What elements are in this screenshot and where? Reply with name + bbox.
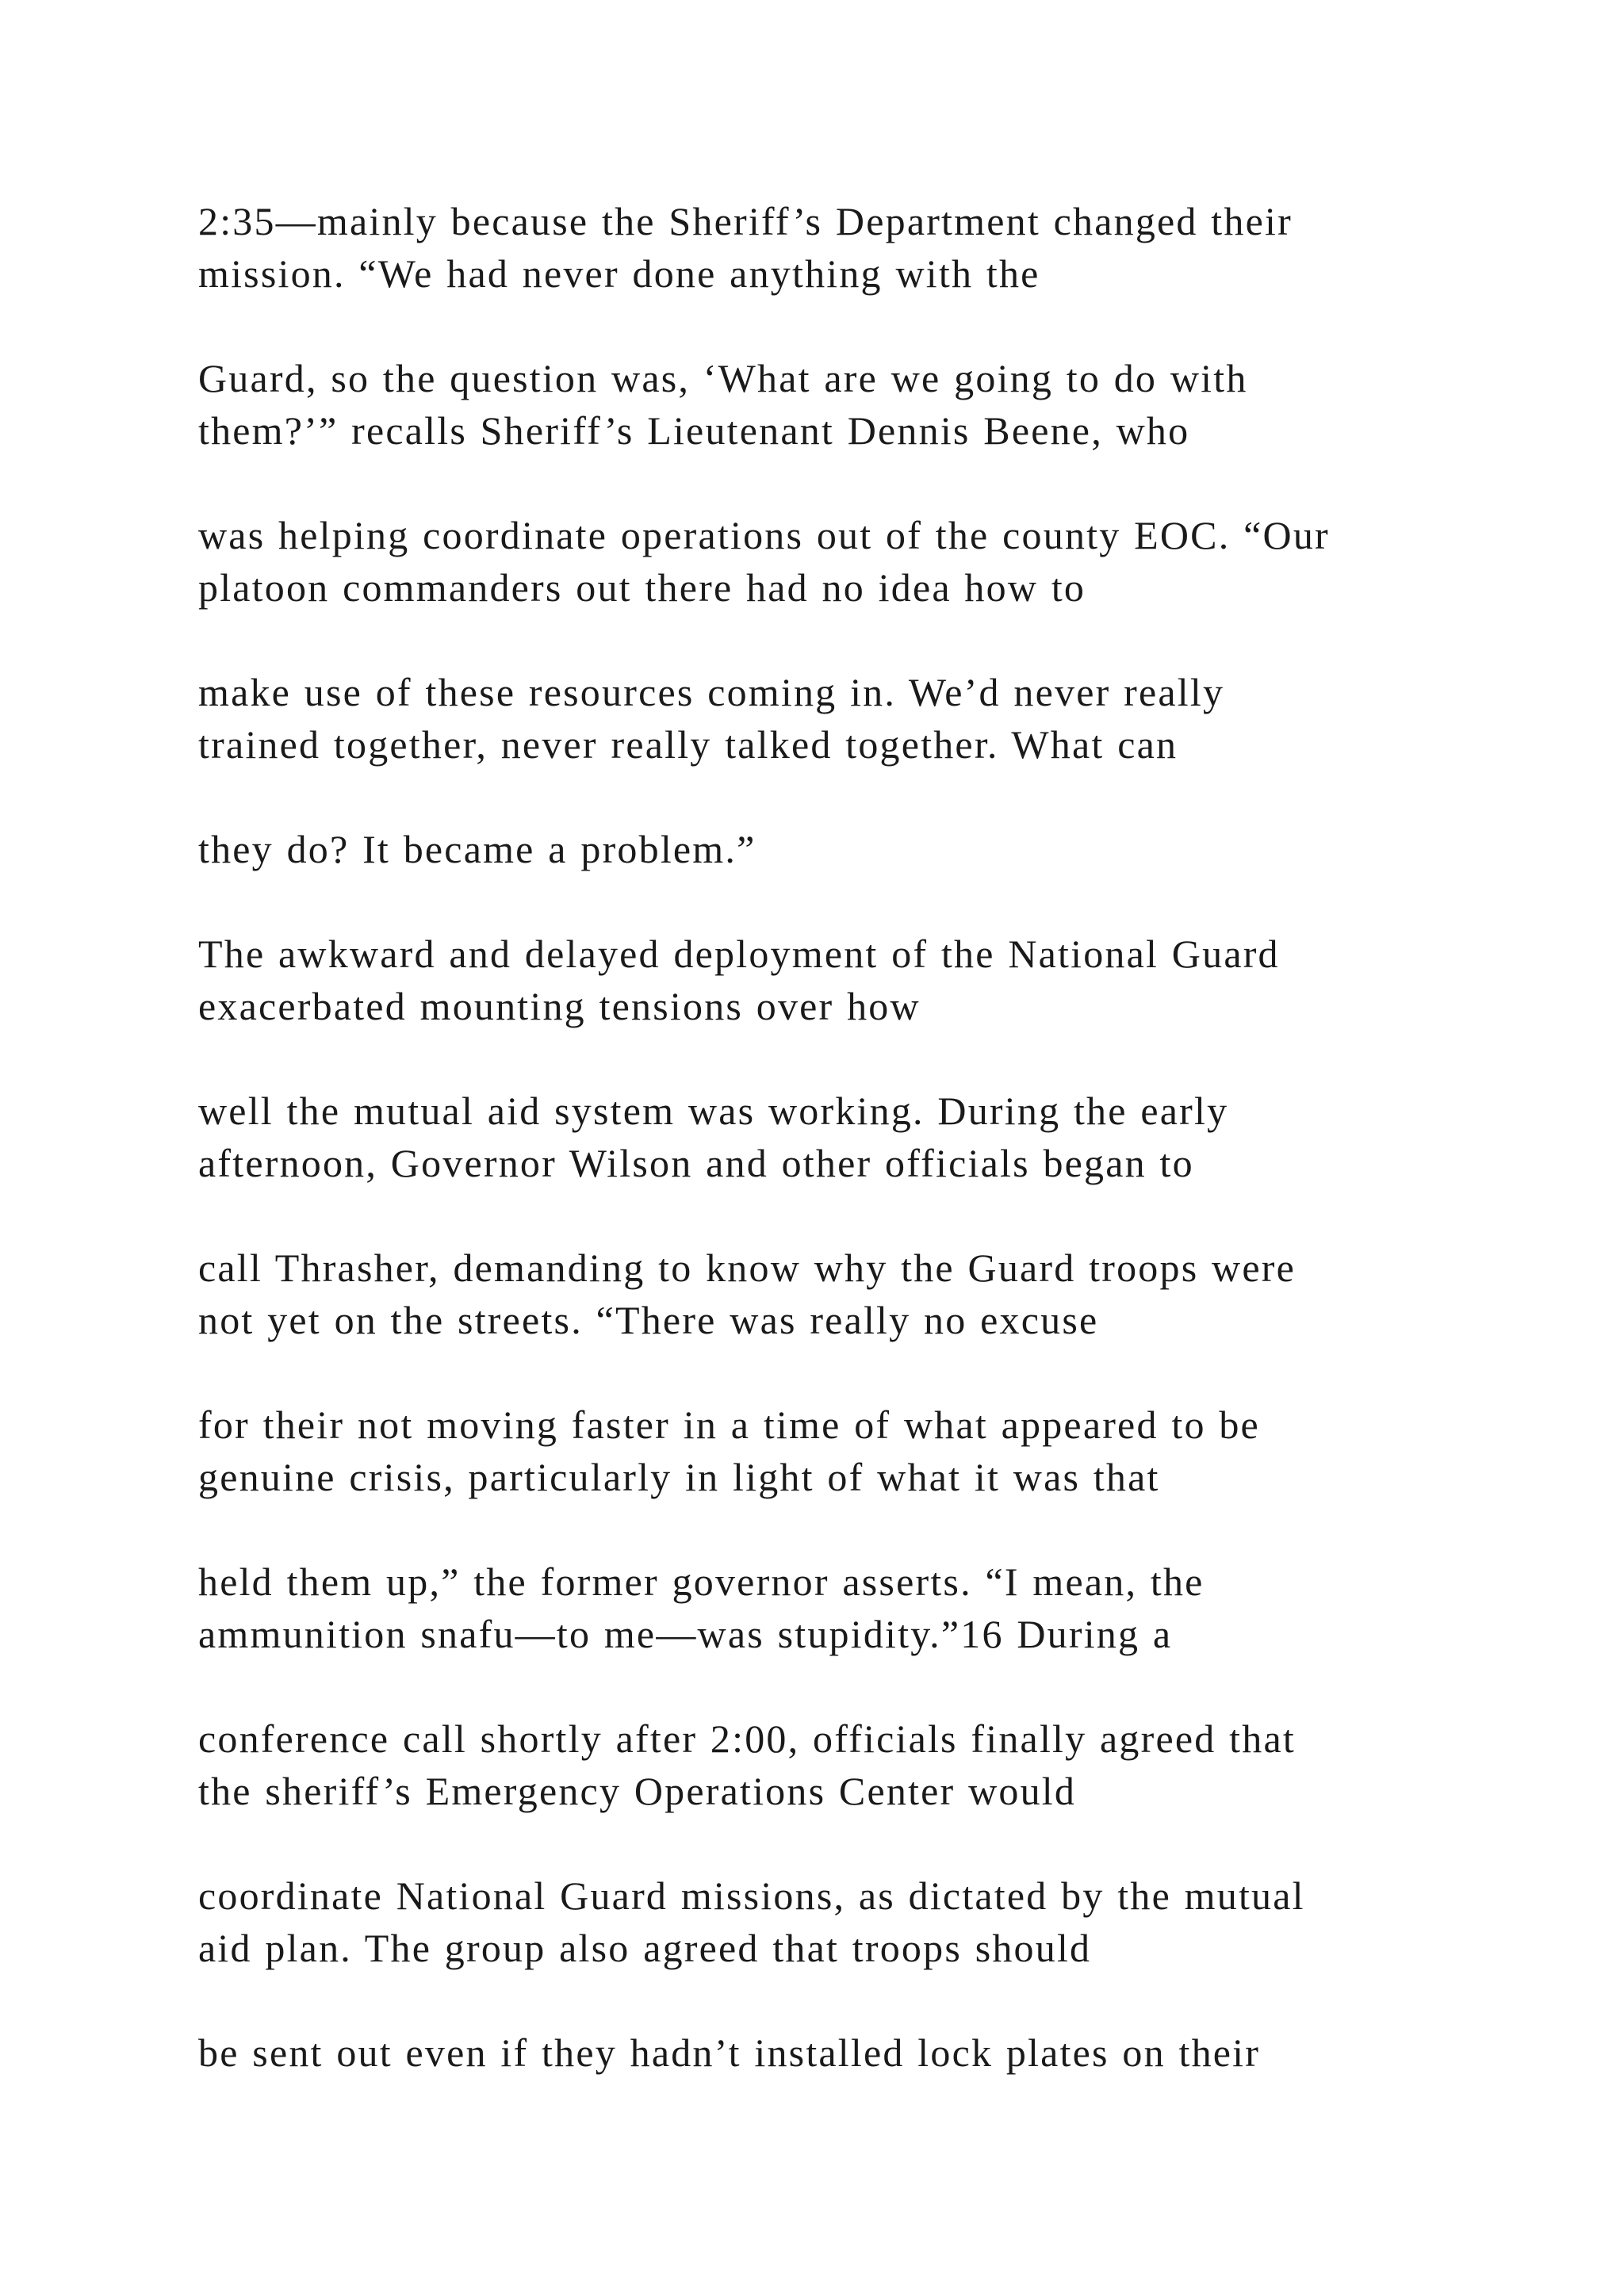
- paragraph: [198, 1085, 1594, 1189]
- text-line: afternoon, Governor Wilson and other officials began to: [198, 1141, 1194, 1185]
- text-line: not yet on the streets. “There was really no excuse: [198, 1298, 1099, 1342]
- text-line: the sheriff’s Emergency Operations Center would: [198, 1769, 1077, 1813]
- text-line: The awkward and delayed deployment of the National Guard: [198, 932, 1280, 976]
- paragraph: [198, 1869, 1594, 1974]
- paragraph: [198, 509, 1594, 614]
- text-line: conference call shortly after 2:00, officials finally agreed that: [198, 1716, 1296, 1761]
- text-line: coordinate National Guard missions, as dictated by the mutual: [198, 1873, 1305, 1918]
- text-line: genuine crisis, particularly in light of what it was that: [198, 1455, 1160, 1499]
- text-line: held them up,” the former governor asserts. “I mean, the: [198, 1559, 1205, 1604]
- text-line: 2:35—mainly because the Sheriff’s Department changed their: [198, 199, 1293, 243]
- text-line: for their not moving faster in a time of what appeared to be: [198, 1402, 1260, 1447]
- paragraph: [198, 823, 1594, 875]
- text-line: them?’” recalls Sheriff’s Lieutenant Dennis Beene, who: [198, 408, 1190, 453]
- document-body: [198, 195, 1594, 2131]
- paragraph: [198, 1556, 1594, 1660]
- text-line: trained together, never really talked together. What can: [198, 722, 1178, 767]
- text-line: exacerbated mounting tensions over how: [198, 984, 921, 1028]
- paragraph: [198, 195, 1594, 300]
- paragraph: [198, 928, 1594, 1032]
- text-line: well the mutual aid system was working. During the early: [198, 1089, 1229, 1133]
- text-line: mission. “We had never done anything with the: [198, 251, 1040, 296]
- text-line: platoon commanders out there had no idea how to: [198, 565, 1086, 610]
- text-line: call Thrasher, demanding to know why the Guard troops were: [198, 1246, 1297, 1290]
- paragraph: [198, 1399, 1594, 1503]
- text-line: Guard, so the question was, ‘What are we going to do with: [198, 356, 1248, 400]
- paragraph: [198, 352, 1594, 457]
- text-line: was helping coordinate operations out of the county EOC. “Our: [198, 513, 1330, 557]
- text-line: be sent out even if they hadn’t installed lock plates on their: [198, 2030, 1261, 2075]
- paragraph: [198, 1242, 1594, 1346]
- text-line: they do? It became a problem.”: [198, 827, 756, 871]
- text-line: aid plan. The group also agreed that troops should: [198, 1926, 1092, 1970]
- paragraph: [198, 2026, 1594, 2079]
- text-line: make use of these resources coming in. We’d never really: [198, 670, 1225, 714]
- paragraph: [198, 666, 1594, 771]
- text-line: ammunition snafu—to me—was stupidity.”16 During a: [198, 1612, 1173, 1656]
- paragraph: [198, 1712, 1594, 1817]
